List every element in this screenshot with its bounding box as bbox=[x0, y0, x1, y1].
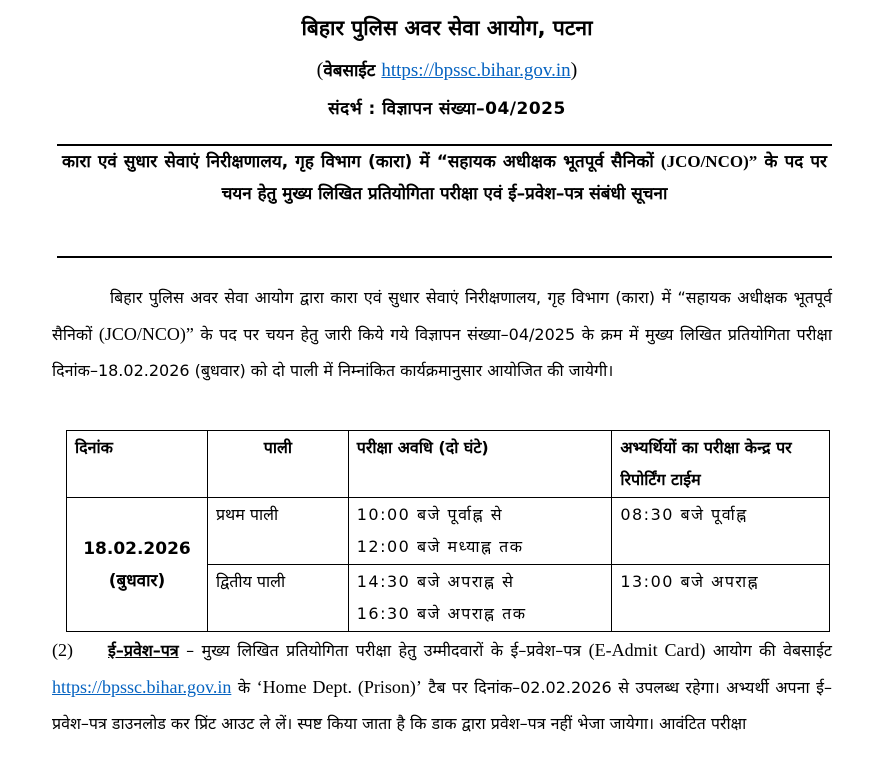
shift-cell: प्रथम पाली bbox=[207, 498, 348, 565]
para1-post-code: (JCO/NCO)” bbox=[98, 324, 194, 344]
reporting-cell: 08:30 बजे पूर्वाह्न bbox=[612, 498, 830, 565]
para2-website-link[interactable]: https://bpssc.bihar.gov.in bbox=[52, 677, 232, 697]
exam-date: 18.02.2026 bbox=[83, 538, 191, 559]
para2-text-c: के bbox=[231, 678, 257, 697]
header-shift: पाली bbox=[207, 431, 348, 498]
subject-part2: के पद पर चयन हेतु मुख्य लिखित प्रतियोगिता परीक्षा एवं ई–प्रवेश–पत्र संबंधी सूचना bbox=[221, 152, 827, 204]
header-date: दिनांक bbox=[67, 431, 208, 498]
duration-cell bbox=[348, 565, 612, 632]
open-paren: ( bbox=[316, 59, 324, 81]
duration-cell bbox=[348, 498, 612, 565]
exam-schedule-table bbox=[66, 430, 830, 632]
reporting-cell: 13:00 बजे अपराह्न bbox=[612, 565, 830, 632]
para2-text-d: टैब पर दिनांक–02.02.2026 से उपलब्ध रहेगा। अभ्यर्थी अपना ई–प्रवेश–पत्र डाउनलोड कर प्रिंट आउट ले लें। स्पष्ट किया जाता है कि डाक द्वारा प्रवेश–पत्र नहीं भेजा जायेगा। आवंटित परीक्षा bbox=[52, 678, 832, 733]
close-paren: ) bbox=[570, 59, 578, 81]
reference-line: संदर्भ : विज्ञापन संख्या–04/2025 bbox=[328, 99, 566, 119]
para1-text-a: बिहार पुलिस अवर सेवा आयोग द्वारा कारा एवं सुधार सेवाएं निरीक्षणालय, गृह विभाग (कारा) में “सहायक अधीक्षक भूतपूर्व सैनिकों bbox=[52, 288, 832, 344]
table-row bbox=[67, 498, 830, 565]
subject-post-code: (JCO/NCO)” bbox=[660, 152, 758, 171]
notice-subject bbox=[62, 146, 827, 210]
subject-part1: कारा एवं सुधार सेवाएं निरीक्षणालय, गृह विभाग (कारा) में “सहायक अधीक्षक भूतपूर्व सैनिकों bbox=[62, 152, 654, 172]
paragraph-2 bbox=[52, 632, 832, 742]
para2-text-b: आयोग की वेबसाईट bbox=[705, 641, 833, 660]
bottom-divider bbox=[57, 256, 832, 258]
duration-start: 10:00 बजे पूर्वाह्न से bbox=[356, 505, 504, 524]
org-title: बिहार पुलिस अवर सेवा आयोग, पटना bbox=[301, 16, 593, 40]
para2-tab-name: ‘Home Dept. (Prison)’ bbox=[256, 677, 422, 697]
header-reporting-time: अभ्यर्थियों का परीक्षा केन्द्र पर रिपोर्टिंग टाईम bbox=[612, 431, 830, 498]
exam-day: (बुधवार) bbox=[108, 570, 166, 591]
duration-end: 12:00 बजे मध्याह्न तक bbox=[356, 537, 524, 556]
exam-date-cell bbox=[67, 498, 208, 632]
shift-cell: द्वितीय पाली bbox=[207, 565, 348, 632]
para2-admit-card: (E-Admit Card) bbox=[588, 640, 706, 660]
website-link[interactable]: https://bpssc.bihar.gov.in bbox=[381, 60, 571, 81]
table-header-row bbox=[67, 431, 830, 498]
para2-heading: ई–प्रवेश–पत्र bbox=[108, 641, 179, 660]
para2-text-a: – मुख्य लिखित प्रतियोगिता परीक्षा हेतु उम्मीदवारों के ई–प्रवेश–पत्र bbox=[178, 641, 589, 660]
paragraph-1 bbox=[52, 280, 832, 389]
duration-start: 14:30 बजे अपराह्न से bbox=[356, 572, 515, 591]
para1-text-b: के पद पर चयन हेतु जारी किये गये विज्ञापन संख्या–04/2025 के क्रम में मुख्य लिखित प्रतियोगिता परीक्षा दिनांक–18.02.2026 (बुधवार) को दो पाली में निम्नांकित कार्यक्रमानुसार आयोजित की जायेगी। bbox=[52, 325, 832, 380]
duration-end: 16:30 बजे अपराह्न तक bbox=[356, 604, 527, 623]
website-label: वेबसाईट bbox=[323, 61, 376, 81]
para2-number: (2) bbox=[52, 640, 73, 660]
header-duration: परीक्षा अवधि (दो घंटे) bbox=[348, 431, 612, 498]
website-line bbox=[0, 58, 894, 82]
